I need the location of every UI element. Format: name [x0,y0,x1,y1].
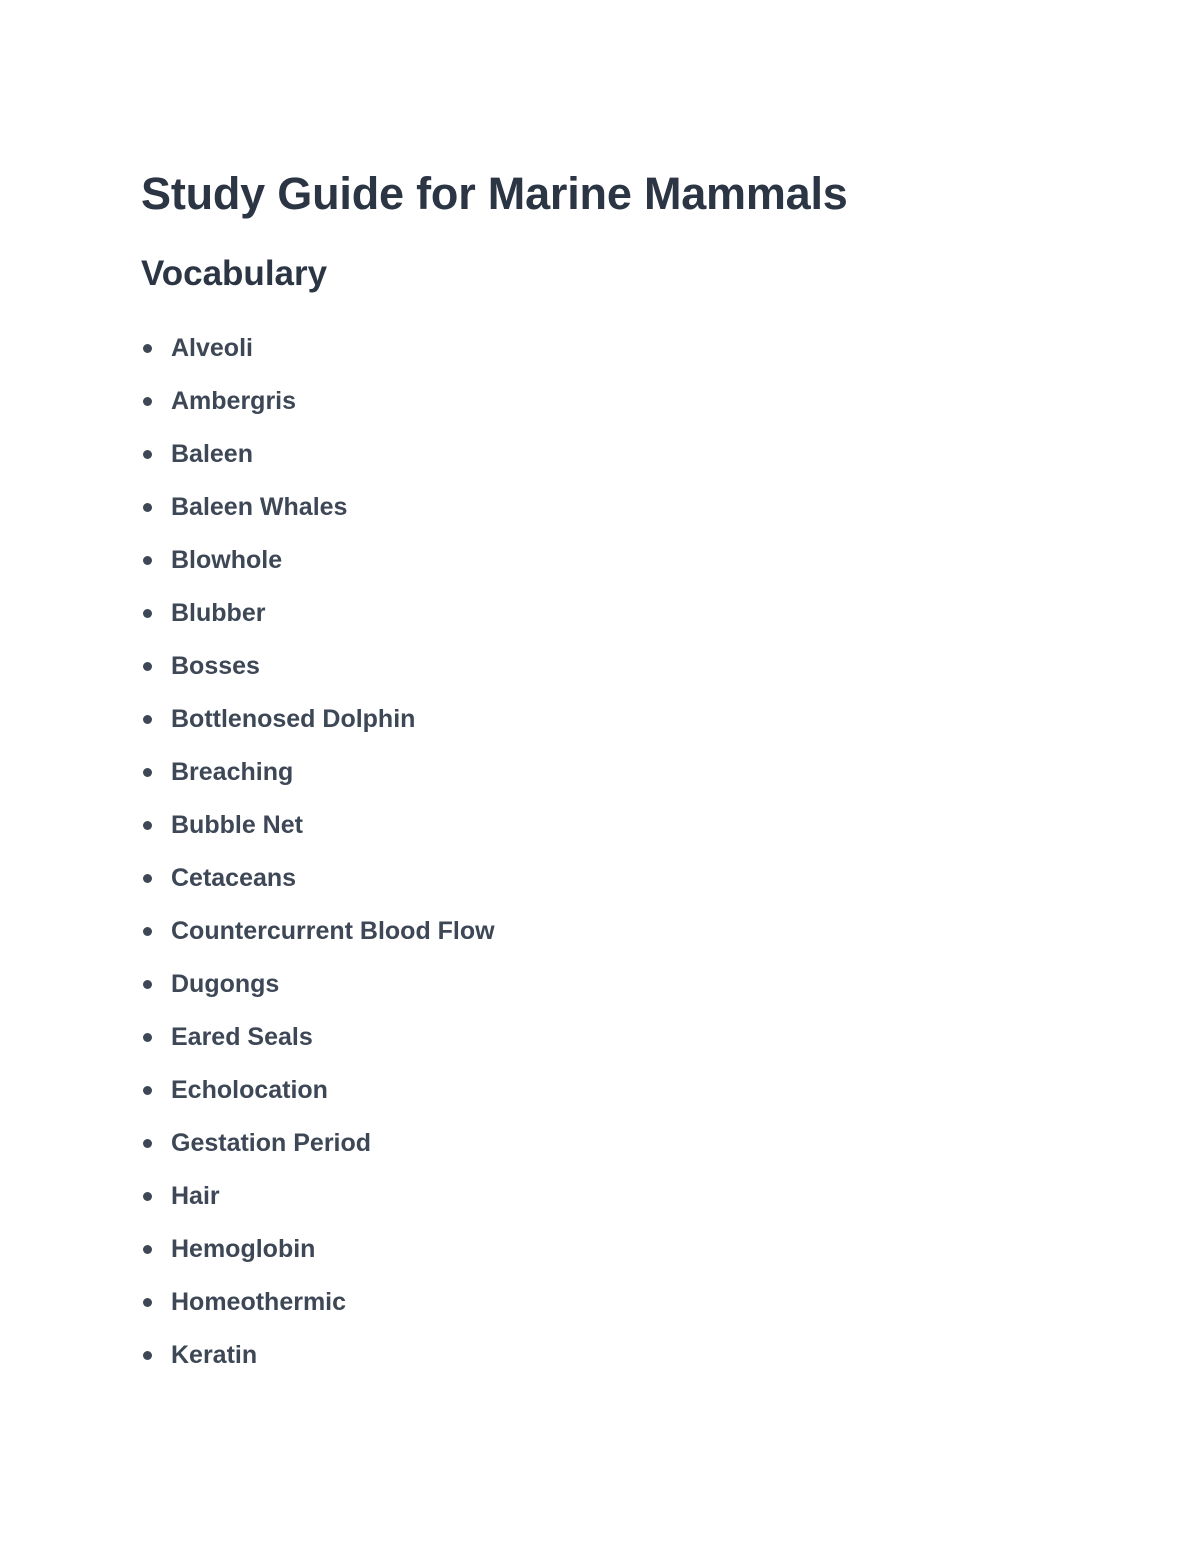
list-item [141,323,1101,376]
vocabulary-term: Hemoglobin [171,1235,316,1263]
list-item [141,376,1101,429]
list-item [141,853,1101,906]
vocabulary-term: Baleen [171,440,253,468]
vocabulary-term: Gestation Period [171,1129,372,1157]
list-item [141,694,1101,747]
vocabulary-term: Homeothermic [171,1288,347,1316]
list-item [141,429,1101,482]
vocabulary-term: Ambergris [171,387,297,415]
list-item [141,800,1101,853]
bullet-icon [143,1298,152,1307]
vocabulary-term: Blowhole [171,546,283,574]
bullet-icon [143,503,152,512]
bullet-icon [143,1033,152,1042]
bullet-icon [143,1139,152,1148]
list-item [141,535,1101,588]
vocabulary-term: Blubber [171,599,266,627]
bullet-icon [143,344,152,353]
list-item [141,1171,1101,1224]
bullet-icon [143,1086,152,1095]
vocabulary-term: Breaching [171,758,294,786]
bullet-icon [143,874,152,883]
bullet-icon [143,556,152,565]
bullet-icon [143,821,152,830]
bullet-icon [143,397,152,406]
vocabulary-list [141,323,1101,1383]
vocabulary-term: Dugongs [171,970,280,998]
bullet-icon [143,1351,152,1360]
vocabulary-term: Alveoli [171,334,253,362]
bullet-icon [143,927,152,936]
bullet-icon [143,662,152,671]
vocabulary-term: Bubble Net [171,811,303,839]
vocabulary-term: Countercurrent Blood Flow [171,917,495,945]
section-heading-vocabulary: Vocabulary [141,254,328,293]
bullet-icon [143,768,152,777]
vocabulary-term: Echolocation [171,1076,328,1104]
document-content [141,166,1101,1383]
vocabulary-term: Hair [171,1182,220,1210]
list-item [141,1065,1101,1118]
bullet-icon [143,1245,152,1254]
list-item [141,959,1101,1012]
bullet-icon [143,715,152,724]
vocabulary-term: Keratin [171,1341,258,1369]
document-title: Study Guide for Marine Mammals [141,168,848,219]
vocabulary-term: Eared Seals [171,1023,313,1051]
list-item [141,747,1101,800]
bullet-icon [143,1192,152,1201]
list-item [141,1277,1101,1330]
list-item [141,1118,1101,1171]
bullet-icon [143,609,152,618]
vocabulary-term: Bottlenosed Dolphin [171,705,416,733]
bullet-icon [143,980,152,989]
list-item [141,641,1101,694]
vocabulary-term: Baleen Whales [171,493,348,521]
list-item [141,482,1101,535]
list-item [141,1224,1101,1277]
vocabulary-term: Cetaceans [171,864,297,892]
list-item [141,1330,1101,1383]
bullet-icon [143,450,152,459]
list-item [141,588,1101,641]
vocabulary-term: Bosses [171,652,260,680]
list-item [141,906,1101,959]
list-item [141,1012,1101,1065]
